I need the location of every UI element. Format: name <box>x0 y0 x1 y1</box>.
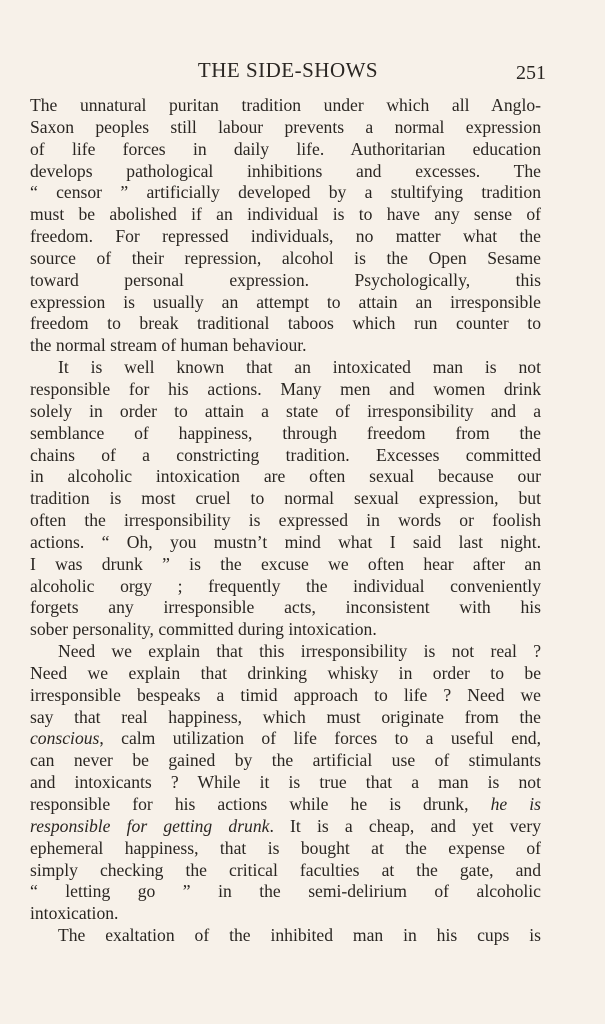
running-title: THE SIDE-SHOWS <box>197 58 379 82</box>
text-line: chains of a constricting tradition. Excesses committed <box>30 444 541 465</box>
text-line: solely in order to attain a state of irresponsibility and a <box>30 400 541 421</box>
text-line: It is well known that an intoxicated man is not <box>58 357 541 378</box>
text-line: say that real happiness, which must originate from the <box>30 706 541 727</box>
text-segment: , calm utilization of life forces to a useful end, <box>99 728 541 749</box>
text-line: forgets any irresponsible acts, inconsistent with his <box>30 597 541 618</box>
page-number: 251 <box>516 62 546 84</box>
text-line: source of their repression, alcohol is the Open Sesame <box>30 247 541 268</box>
text-line: develops pathological inhibitions and excesses. The <box>30 160 541 181</box>
text-line: expression is usually an attempt to attain an irresponsible <box>30 291 541 312</box>
running-head <box>30 58 546 88</box>
text-line: alcoholic orgy ; frequently the individual conveniently <box>30 575 541 596</box>
italic-responsible-for-getting-drunk: responsible for getting drunk <box>30 815 270 836</box>
text-line: semblance of happiness, through freedom from the <box>30 422 541 443</box>
text-line: can never be gained by the artificial use of stimulants <box>30 750 541 771</box>
text-line: I was drunk ” is the excuse we often hear after an <box>30 553 541 574</box>
text-line: ephemeral happiness, that is bought at the expense of <box>30 837 541 858</box>
text-line: The unnatural puritan tradition under which all Anglo- <box>30 95 541 115</box>
text-line <box>30 728 541 750</box>
text-line: “ censor ” artificially developed by a stultifying tradition <box>30 182 541 203</box>
text-line: freedom to break traditional taboos which run counter to <box>30 313 541 334</box>
text-segment: . It is a cheap, and yet very <box>269 815 542 836</box>
text-line: Need we explain that this irresponsibility is not real ? <box>58 641 541 662</box>
italic-conscious: conscious <box>30 728 100 749</box>
text-line <box>30 816 541 838</box>
body-text <box>30 95 541 947</box>
text-line: often the irresponsibility is expressed in words or foolish <box>30 510 541 531</box>
text-line: simply checking the critical faculties at the gate, and <box>30 859 541 880</box>
text-line: Need we explain that drinking whisky in order to be <box>30 662 541 683</box>
text-line: must be abolished if an individual is to have any sense of <box>30 204 541 225</box>
text-line: the normal stream of human behaviour. <box>30 335 307 356</box>
italic-he-is: he is <box>490 794 541 814</box>
text-segment: responsible for his actions while he is drunk, <box>30 794 491 814</box>
text-line: responsible for his actions. Many men and women drink <box>30 378 541 399</box>
text-line: of life forces in daily life. Authoritarian education <box>30 138 541 159</box>
text-line: Saxon peoples still labour prevents a normal expression <box>30 116 541 137</box>
text-line: The exaltation of the inhibited man in his cups is <box>58 925 541 946</box>
text-line: actions. “ Oh, you mustn’t mind what I said last night. <box>30 531 541 552</box>
text-line: sober personality, committed during intoxication. <box>30 619 377 640</box>
text-line: irresponsible bespeaks a timid approach to life ? Need we <box>30 684 541 705</box>
text-line: “ letting go ” in the semi-delirium of alcoholic <box>30 881 541 902</box>
text-line <box>30 794 541 816</box>
text-line: and intoxicants ? While it is true that a man is not <box>30 772 541 793</box>
text-line: tradition is most cruel to normal sexual expression, but <box>30 488 541 509</box>
text-line: intoxication. <box>30 903 119 924</box>
text-line: toward personal expression. Psychologically, this <box>30 269 541 290</box>
text-line: in alcoholic intoxication are often sexual because our <box>30 466 541 487</box>
text-line: freedom. For repressed individuals, no matter what the <box>30 226 541 247</box>
